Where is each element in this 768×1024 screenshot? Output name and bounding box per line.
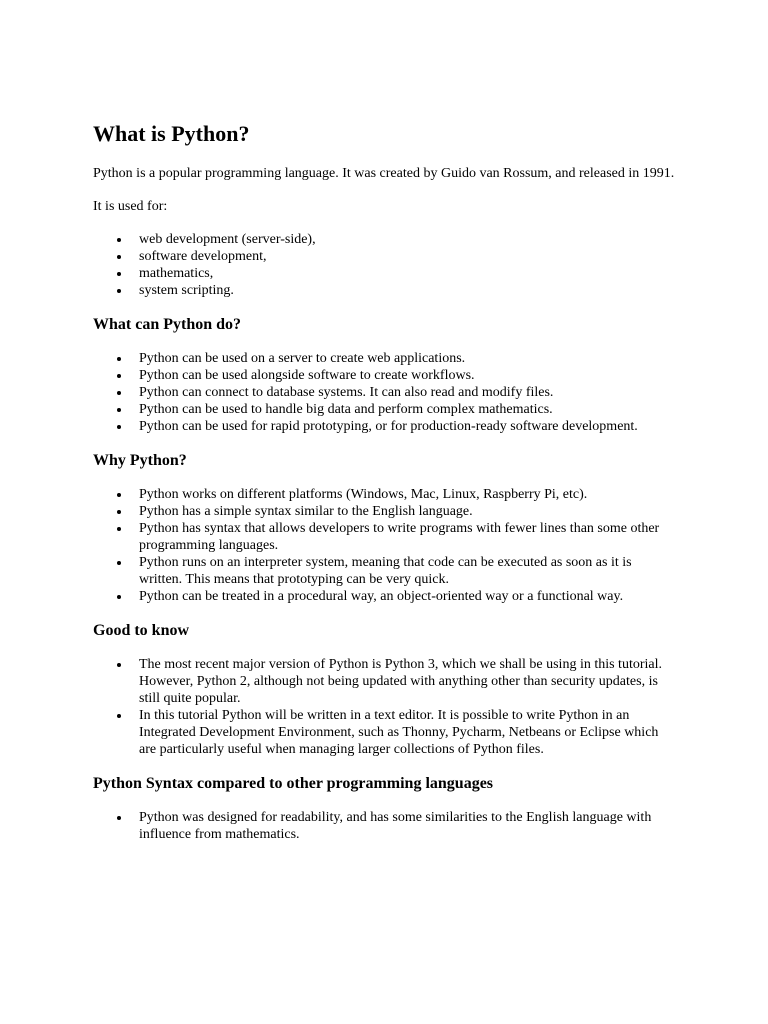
used-for-list: [93, 231, 676, 299]
what-can-python-do-list: [93, 350, 676, 435]
intro-paragraph: Python is a popular programming language. It was created by Guido van Rossum, and released in 1991.: [93, 166, 675, 181]
why-python-list: [93, 486, 676, 605]
list-item: Python works on different platforms (Windows, Mac, Linux, Raspberry Pi, etc).: [139, 486, 676, 503]
list-item: Python has a simple syntax similar to the English language.: [139, 503, 676, 520]
list-item: software development,: [139, 248, 676, 265]
section-heading-why-python: Why Python?: [93, 452, 187, 469]
list-item: Python can be used to handle big data and perform complex mathematics.: [139, 401, 676, 418]
list-item: mathematics,: [139, 265, 676, 282]
list-item: Python can be used alongside software to create workflows.: [139, 367, 676, 384]
list-item: In this tutorial Python will be written in a text editor. It is possible to write Python in an Integrated Development Environment, such as Thonny, Pycharm, Netbeans or Eclipse which are particularly useful when managing larger collections of Python files.: [139, 707, 676, 758]
list-item: Python has syntax that allows developers to write programs with fewer lines than some other programming languages.: [139, 520, 676, 554]
good-to-know-list: [93, 656, 676, 758]
list-item: Python runs on an interpreter system, meaning that code can be executed as soon as it is written. This means that prototyping can be very quick.: [139, 554, 676, 588]
list-item: The most recent major version of Python is Python 3, which we shall be using in this tutorial. However, Python 2, although not being updated with anything other than security updates, is still quite popular.: [139, 656, 676, 707]
used-for-label: It is used for:: [93, 199, 168, 214]
section-heading-good-to-know: Good to know: [93, 622, 190, 639]
section-heading-what-can-python-do: What can Python do?: [93, 316, 242, 333]
page-title: What is Python?: [93, 121, 250, 146]
list-item: web development (server-side),: [139, 231, 676, 248]
list-item: Python can be used for rapid prototyping, or for production-ready software development.: [139, 418, 676, 435]
list-item: Python was designed for readability, and has some similarities to the English language with influence from mathematics.: [139, 809, 676, 843]
section-heading-python-syntax: Python Syntax compared to other programming languages: [93, 775, 494, 792]
list-item: Python can be treated in a procedural way, an object-oriented way or a functional way.: [139, 588, 676, 605]
python-syntax-list: [93, 809, 676, 843]
list-item: Python can be used on a server to create web applications.: [139, 350, 676, 367]
list-item: Python can connect to database systems. It can also read and modify files.: [139, 384, 676, 401]
list-item: system scripting.: [139, 282, 676, 299]
